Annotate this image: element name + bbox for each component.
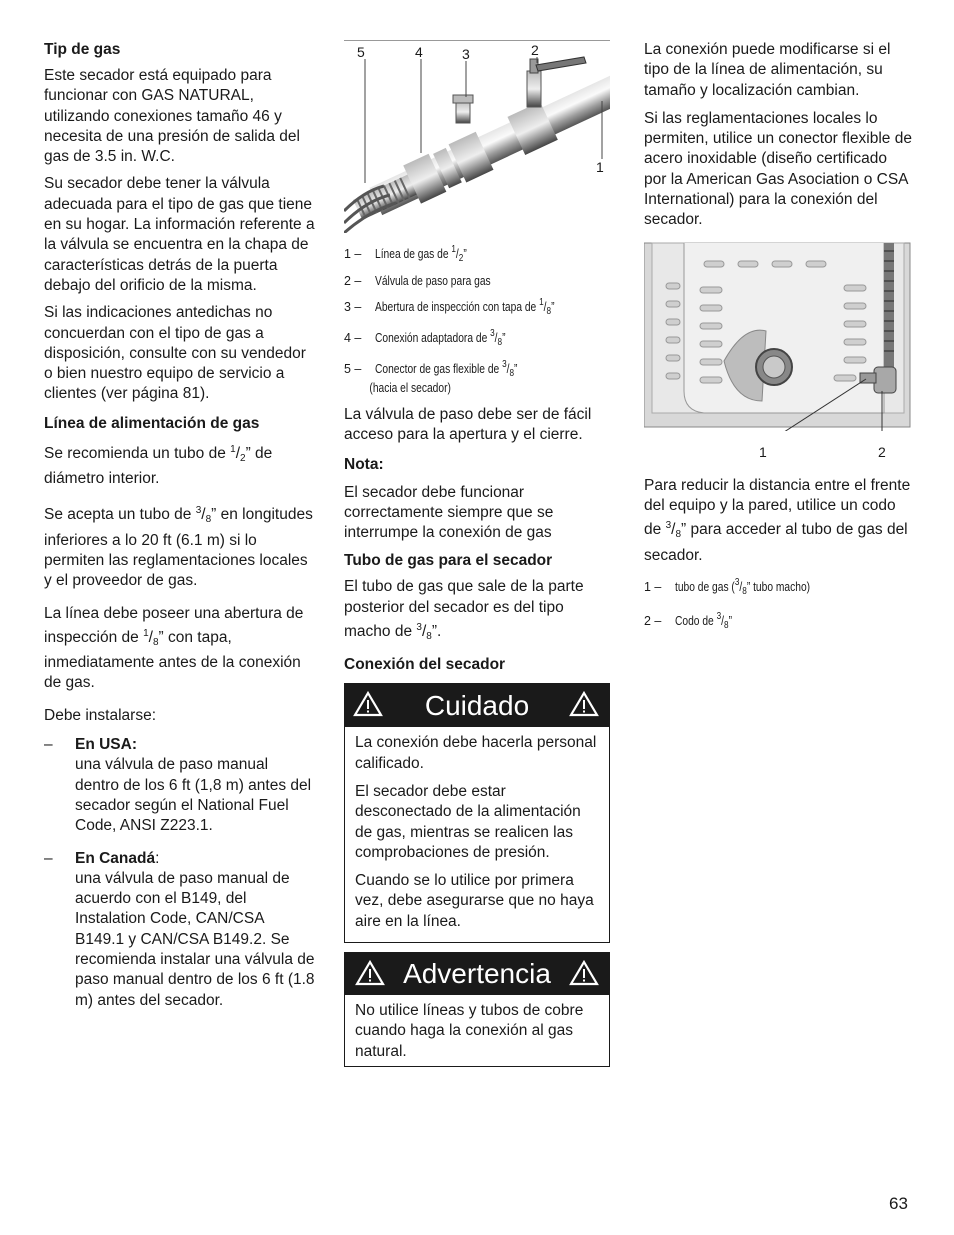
- paragraph: La conexión puede modificarse si el tipo de la línea de alimentación, su tamaño y localización cambian.: [644, 41, 891, 99]
- paragraph: Para reducir la distancia entre el frente del equipo y la pared, utilice un codo de $^3/_8$” para acceder al tubo de gas del secador.: [644, 476, 911, 564]
- paragraph: Se recomienda un tubo de $^1/_2$” de diámetro interior.: [44, 443, 273, 488]
- heading-nota: Nota:: [344, 455, 384, 473]
- warning-icon: [355, 959, 385, 987]
- heading-linea-alimentacion: Línea de alimentación de gas: [44, 414, 260, 432]
- callout-3: 3: [462, 46, 470, 62]
- callout-5: 5: [357, 44, 365, 60]
- warning-icon: [353, 690, 383, 718]
- paragraph: Si las reglamentaciones locales lo permiten, utilice un conector flexible de acero inoxidable (diseño certificado por la American Gas Asociation o CSA International) para la conexión del secador.: [644, 109, 912, 229]
- list-item-usa: – En USA: una válvula de paso manual dentro de los 6 ft (1,8 m) antes del secador según el National Fuel Code, ANSI Z223.1.: [44, 736, 312, 835]
- paragraph: La válvula de paso debe ser de fácil acceso para la apertura y el cierre.: [344, 406, 592, 444]
- paragraph: Su secador debe tener la válvula adecuada para el tipo de gas que tiene en su hogar. La información referente a la válvula se encuentra en la chapa de características detrás de la puerta debajo del orificio de la misma.: [44, 175, 315, 294]
- dryer-rear-illustration: [644, 241, 912, 431]
- legend-item: 5 – Conector de gas flexible de $^3/_8$” (hacia el secador): [344, 359, 518, 395]
- column-left: [44, 40, 316, 1019]
- paragraph: El tubo de gas que sale de la parte posterior del secador es del tipo macho de $^3/_8$”.: [344, 578, 584, 643]
- legend-item: 2 – Válvula de paso para gas: [344, 274, 491, 288]
- callout-1: 1: [596, 159, 604, 175]
- legend-item: 3 – Abertura de inspección con tapa de $^1/_8$”: [344, 297, 555, 317]
- column-middle: [344, 40, 610, 1076]
- column-right: [644, 40, 912, 641]
- paragraph: Se acepta un tubo de $^3/_8$” en longitudes inferiores a lo 20 ft (6.1 m) si lo permiten las reglamentaciones locales y el proveedor de gas.: [44, 505, 313, 590]
- warning-box: [344, 952, 610, 1067]
- gas-pipe-illustration: [344, 41, 610, 233]
- heading-conexion-secador: Conexión del secador: [344, 656, 506, 674]
- heading-tubo-gas: Tubo de gas para el secador: [344, 552, 553, 570]
- list-item-canada: – En Canadá: una válvula de paso manual de acuerdo con el B149, del Instalation Code, CAN/CSA B149.1 y CAN/CSA B149.2. Se recomienda instalar una válvula de paso manual dentro de los 6 ft (1.8 m) antes del secador.: [44, 849, 315, 1009]
- legend-item: 2 – Codo de $^3/_8$”: [644, 610, 733, 631]
- heading-tip-de-gas: Tip de gas: [44, 41, 121, 58]
- caution-text: El secador debe estar desconectado de la alimentación de gas, mientras se realicen las comprobaciones de presión.: [355, 782, 581, 861]
- legend-item: 1 – tubo de gas ($^3/_8$” tubo macho): [644, 576, 811, 597]
- paragraph: El secador debe funcionar correctamente siempre que se interrumpe la conexión de gas: [344, 483, 554, 542]
- dryer-rear-figure: [644, 241, 912, 463]
- page-number: 63: [889, 1194, 908, 1213]
- warning-icon: [569, 690, 599, 718]
- caution-text: Cuando se lo utilice por primera vez, debe asegurarse que no haya aire en la línea.: [355, 872, 594, 930]
- warning-text: No utilice líneas y tubos de cobre cuando haga la conexión al gas natural.: [355, 1002, 584, 1060]
- callout-1: 1: [759, 443, 767, 460]
- paragraph: Este secador está equipado para funcionar con GAS NATURAL, utilizando conexiones tamaño 46 y necesita de una presión de salida del gas de 3.5 in. W.C.: [44, 67, 300, 166]
- paragraph: Debe instalarse:: [44, 706, 157, 724]
- warning-icon: [569, 959, 599, 987]
- callout-4: 4: [415, 44, 423, 60]
- paragraph: La línea debe poseer una abertura de inspección de $^1/_8$” con tapa, inmediatamente antes de la conexión de gas.: [44, 604, 304, 692]
- callout-2: 2: [878, 443, 886, 460]
- paragraph: Si las indicaciones antedichas no concuerdan con el tipo de gas a disposición, consulte con su vendedor o bien nuestro equipo de servicio a clientes (ver página 81).: [44, 304, 306, 403]
- caution-title: Cuidado: [424, 689, 530, 721]
- warning-title: Advertencia: [403, 958, 551, 990]
- legend-item: 1 – Línea de gas de $^1/_2$”: [344, 244, 467, 264]
- caution-box: [344, 683, 610, 943]
- caution-text: La conexión debe hacerla personal calificado.: [355, 734, 597, 772]
- gas-pipe-figure: [344, 40, 610, 233]
- callout-2: 2: [531, 42, 539, 58]
- legend-item: 4 – Conexión adaptadora de $^3/_8$”: [344, 328, 506, 348]
